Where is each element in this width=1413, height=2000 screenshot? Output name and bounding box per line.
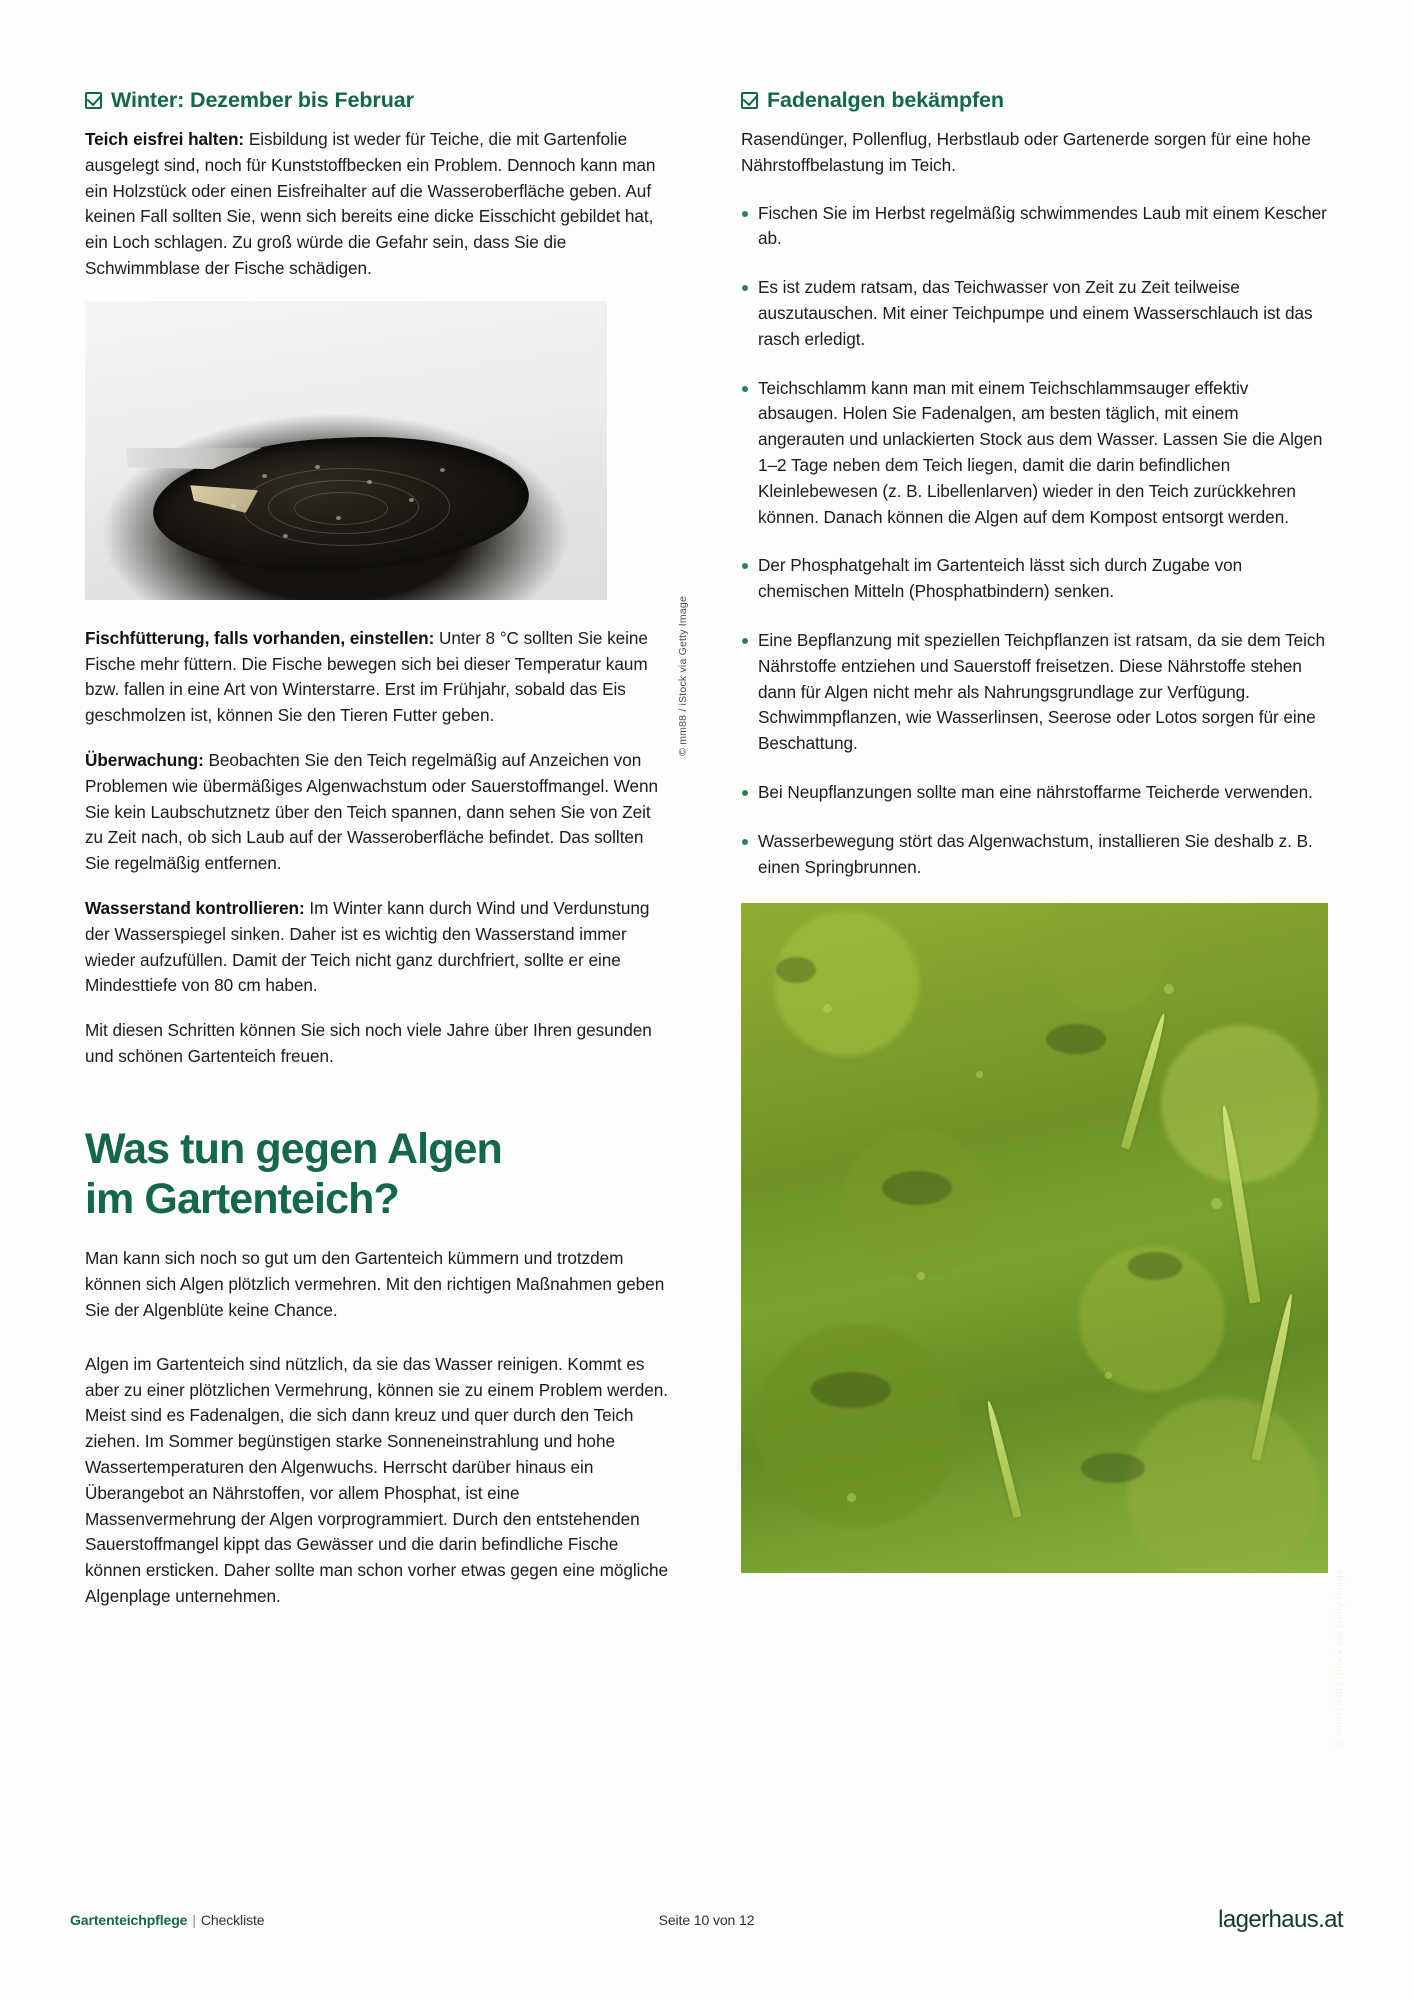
- reed-blade: [1252, 1293, 1296, 1461]
- paragraph-lead: Fischfütterung, falls vorhanden, einstellen:: [85, 627, 435, 648]
- image-credit-ice: © mm88 / iStock via Getty Image: [677, 595, 689, 756]
- page-title: [85, 1124, 671, 1225]
- paragraph-text: Eisbildung ist weder für Teiche, die mit Gartenfolie ausgelegt sind, noch für Kunststoffbecken ein Problem. Dennoch kann man ein Holzstück oder einen Eisfreihalter auf die Wasseroberfläche geben. Auf keinen Fall sollten Sie, wenn sich bereits eine dicke Eisschicht gebildet hat, ein Loch schlagen. Zu groß würde die Gefahr sein, dass Sie die Schwimmblase der Fische schädigen.: [85, 129, 656, 278]
- page-title-line-1: Was tun gegen Algen: [85, 1124, 502, 1173]
- paragraph-lead: Teich eisfrei halten:: [85, 129, 245, 149]
- figure-algae-pond: [741, 903, 1346, 1749]
- water-ripple: [294, 492, 388, 525]
- algae-shadow: [1046, 1024, 1106, 1054]
- list-item: Der Phosphatgehalt im Gartenteich lässt sich durch Zugabe von chemischen Mitteln (Phosphatbindern) senken.: [741, 553, 1328, 605]
- algae-shadow: [882, 1171, 952, 1205]
- paragraph-text: Beobachten Sie den Teich regelmäßig auf Anzeichen von Problemen wie übermäßiges Algenwachstum oder Sauerstoffmangel. Wenn Sie kein Laubschutznetz über den Teich spannen, dann sehen Sie von Zeit zu Zeit nach, ob sich Laub auf der Wasseroberfläche befindet. Das sollten Sie regelmäßig entfernen.: [85, 749, 659, 874]
- image-credit-algae: © emer1940 / iStock via Getty Image: [1334, 1569, 1346, 1749]
- bullet-list-fadenalgen: [741, 201, 1328, 881]
- paragraph-teich-eisfrei: [85, 127, 671, 282]
- section-heading-winter-label: Winter: Dezember bis Februar: [111, 88, 414, 112]
- reed-blade: [985, 1400, 1022, 1518]
- right-column: [741, 88, 1346, 1749]
- footer-doc-title: Gartenteichpflege: [70, 1912, 188, 1928]
- algae-shadow: [776, 957, 816, 983]
- checkbox-checked-icon: [741, 92, 758, 109]
- section-heading-winter: [85, 88, 671, 113]
- two-column-layout: [85, 88, 1346, 1749]
- algae-shadow: [1081, 1453, 1145, 1483]
- algae-shadow: [811, 1372, 891, 1408]
- paragraph-lead: Wasserstand kontrollieren:: [85, 897, 305, 918]
- algae-speck: [1211, 1198, 1222, 1209]
- paragraph-intro-algen: Man kann sich noch so gut um den Gartenteich kümmern und trotzdem können sich Algen plötzlich vermehren. Mit den richtigen Maßnahmen geben Sie der Algenblüte keine Chance.: [85, 1248, 665, 1320]
- footer-separator: |: [192, 1912, 196, 1928]
- paragraph-lead: Überwachung:: [85, 749, 204, 770]
- paragraph-text: Unter 8 °C sollten Sie keine Fische mehr füttern. Die Fische bewegen sich bei dieser Temperatur kaum bzw. fallen in eine Art von Winterstarre. Erst im Frühjahr, sobald das Eis geschmolzen ist, können Sie den Tieren Futter geben.: [85, 627, 648, 726]
- reed-blade: [1219, 1105, 1261, 1304]
- footer-page-number: Seite 10 von 12: [658, 1912, 755, 1928]
- reed-blade: [1121, 1012, 1168, 1149]
- paragraph-fischfuetterung: [85, 626, 671, 729]
- brand-logo-lagerhaus: lagerhaus.at: [1218, 1906, 1343, 1933]
- left-column: [85, 88, 689, 1629]
- water-droplet: [315, 465, 320, 469]
- page-title-line-2: im Gartenteich?: [85, 1175, 399, 1224]
- paragraph-fadenalgen-intro: Rasendünger, Pollenflug, Herbstlaub oder Gartenerde sorgen für eine hohe Nährstoffbelastung im Teich.: [741, 129, 1311, 175]
- algae-speck: [847, 1493, 856, 1502]
- ice-pond-photo: [85, 301, 607, 600]
- water-droplet: [409, 498, 414, 502]
- algae-speck: [917, 1272, 925, 1280]
- page-footer: [70, 1906, 1343, 1934]
- algae-speck: [1164, 984, 1174, 994]
- algae-speck: [823, 1004, 832, 1013]
- list-item: Fischen Sie im Herbst regelmäßig schwimmendes Laub mit einem Kescher ab.: [741, 201, 1328, 253]
- paragraph-text: Mit diesen Schritten können Sie sich noch viele Jahre über Ihren gesunden und schönen Gartenteich freuen.: [85, 1020, 652, 1066]
- algae-speck: [976, 1071, 983, 1078]
- algae-photo: [741, 903, 1328, 1573]
- list-item: Es ist zudem ratsam, das Teichwasser von Zeit zu Zeit teilweise auszutauschen. Mit einer Teichpumpe und einem Wasserschlauch ist das rasch erledigt.: [741, 275, 1328, 352]
- algae-speck: [1105, 1372, 1112, 1379]
- paragraph-algen-detail: Algen im Gartenteich sind nützlich, da sie das Wasser reinigen. Kommt es aber zu einer plötzlichen Vermehrung, können sie zu einem Problem werden. Meist sind es Fadenalgen, die sich dann kreuz und quer durch den Teich ziehen. Im Sommer begünstigen starke Sonneneinstrahlung und hohe Wassertemperaturen den Algenwuchs. Herrscht darüber hinaus ein Überangebot an Nährstoffen, vor allem Phosphat, ist eine Massenvermehrung der Algen vorprogrammiert. Durch den entstehenden Sauerstoffmangel kippt das Gewässer und die darin befindliche Fische können ersticken. Daher sollte man schon vorher etwas gegen eine mögliche Algenplage unternehmen.: [85, 1353, 668, 1606]
- section-heading-fadenalgen-label: Fadenalgen bekämpfen: [767, 88, 1004, 112]
- list-item: Teichschlamm kann man mit einem Teichschlammsauger effektiv absaugen. Holen Sie Fadenalgen, am besten täglich, mit einem angerauten und unlackierten Stock aus dem Wasser. Lassen Sie die Algen 1–2 Tage neben dem Teich liegen, damit die darin befindlichen Kleinlebewesen (z. B. Libellenlarven) wieder in den Teich zurückkehren können. Danach können die Algen auf dem Kompost entsorgt werden.: [741, 376, 1328, 531]
- paragraph-ueberwachung: [85, 748, 671, 877]
- list-item: Eine Bepflanzung mit speziellen Teichpflanzen ist ratsam, da sie dem Teich Nährstoffe entziehen und Sauerstoff freisetzen. Diese Nährstoffe stehen dann für Algen nicht mehr als Nahrungsgrundlage zur Verfügung. Schwimmpflanzen, wie Wasserlinsen, Seerose oder Lotos sorgen für eine Beschattung.: [741, 628, 1328, 757]
- paragraph-abschluss: [85, 1018, 671, 1070]
- list-item: Wasserbewegung stört das Algenwachstum, installieren Sie deshalb z. B. einen Springbrunnen.: [741, 829, 1328, 881]
- checkbox-checked-icon: [85, 92, 102, 109]
- footer-doc-subtitle: Checkliste: [200, 1912, 265, 1928]
- paragraph-wasserstand: [85, 896, 671, 999]
- water-droplet: [336, 516, 341, 520]
- algae-shadow: [1128, 1252, 1182, 1280]
- paragraph-text: Im Winter kann durch Wind und Verdunstung der Wasserspiegel sinken. Daher ist es wichtig den Wasserstand immer wieder aufzufüllen. Damit der Teich nicht ganz durchfriert, sollte er eine Mindesttiefe von 80 cm haben.: [85, 897, 650, 996]
- list-item: Bei Neupflanzungen sollte man eine nährstoffarme Teicherde verwenden.: [741, 780, 1328, 806]
- section-heading-fadenalgen: [741, 88, 1328, 113]
